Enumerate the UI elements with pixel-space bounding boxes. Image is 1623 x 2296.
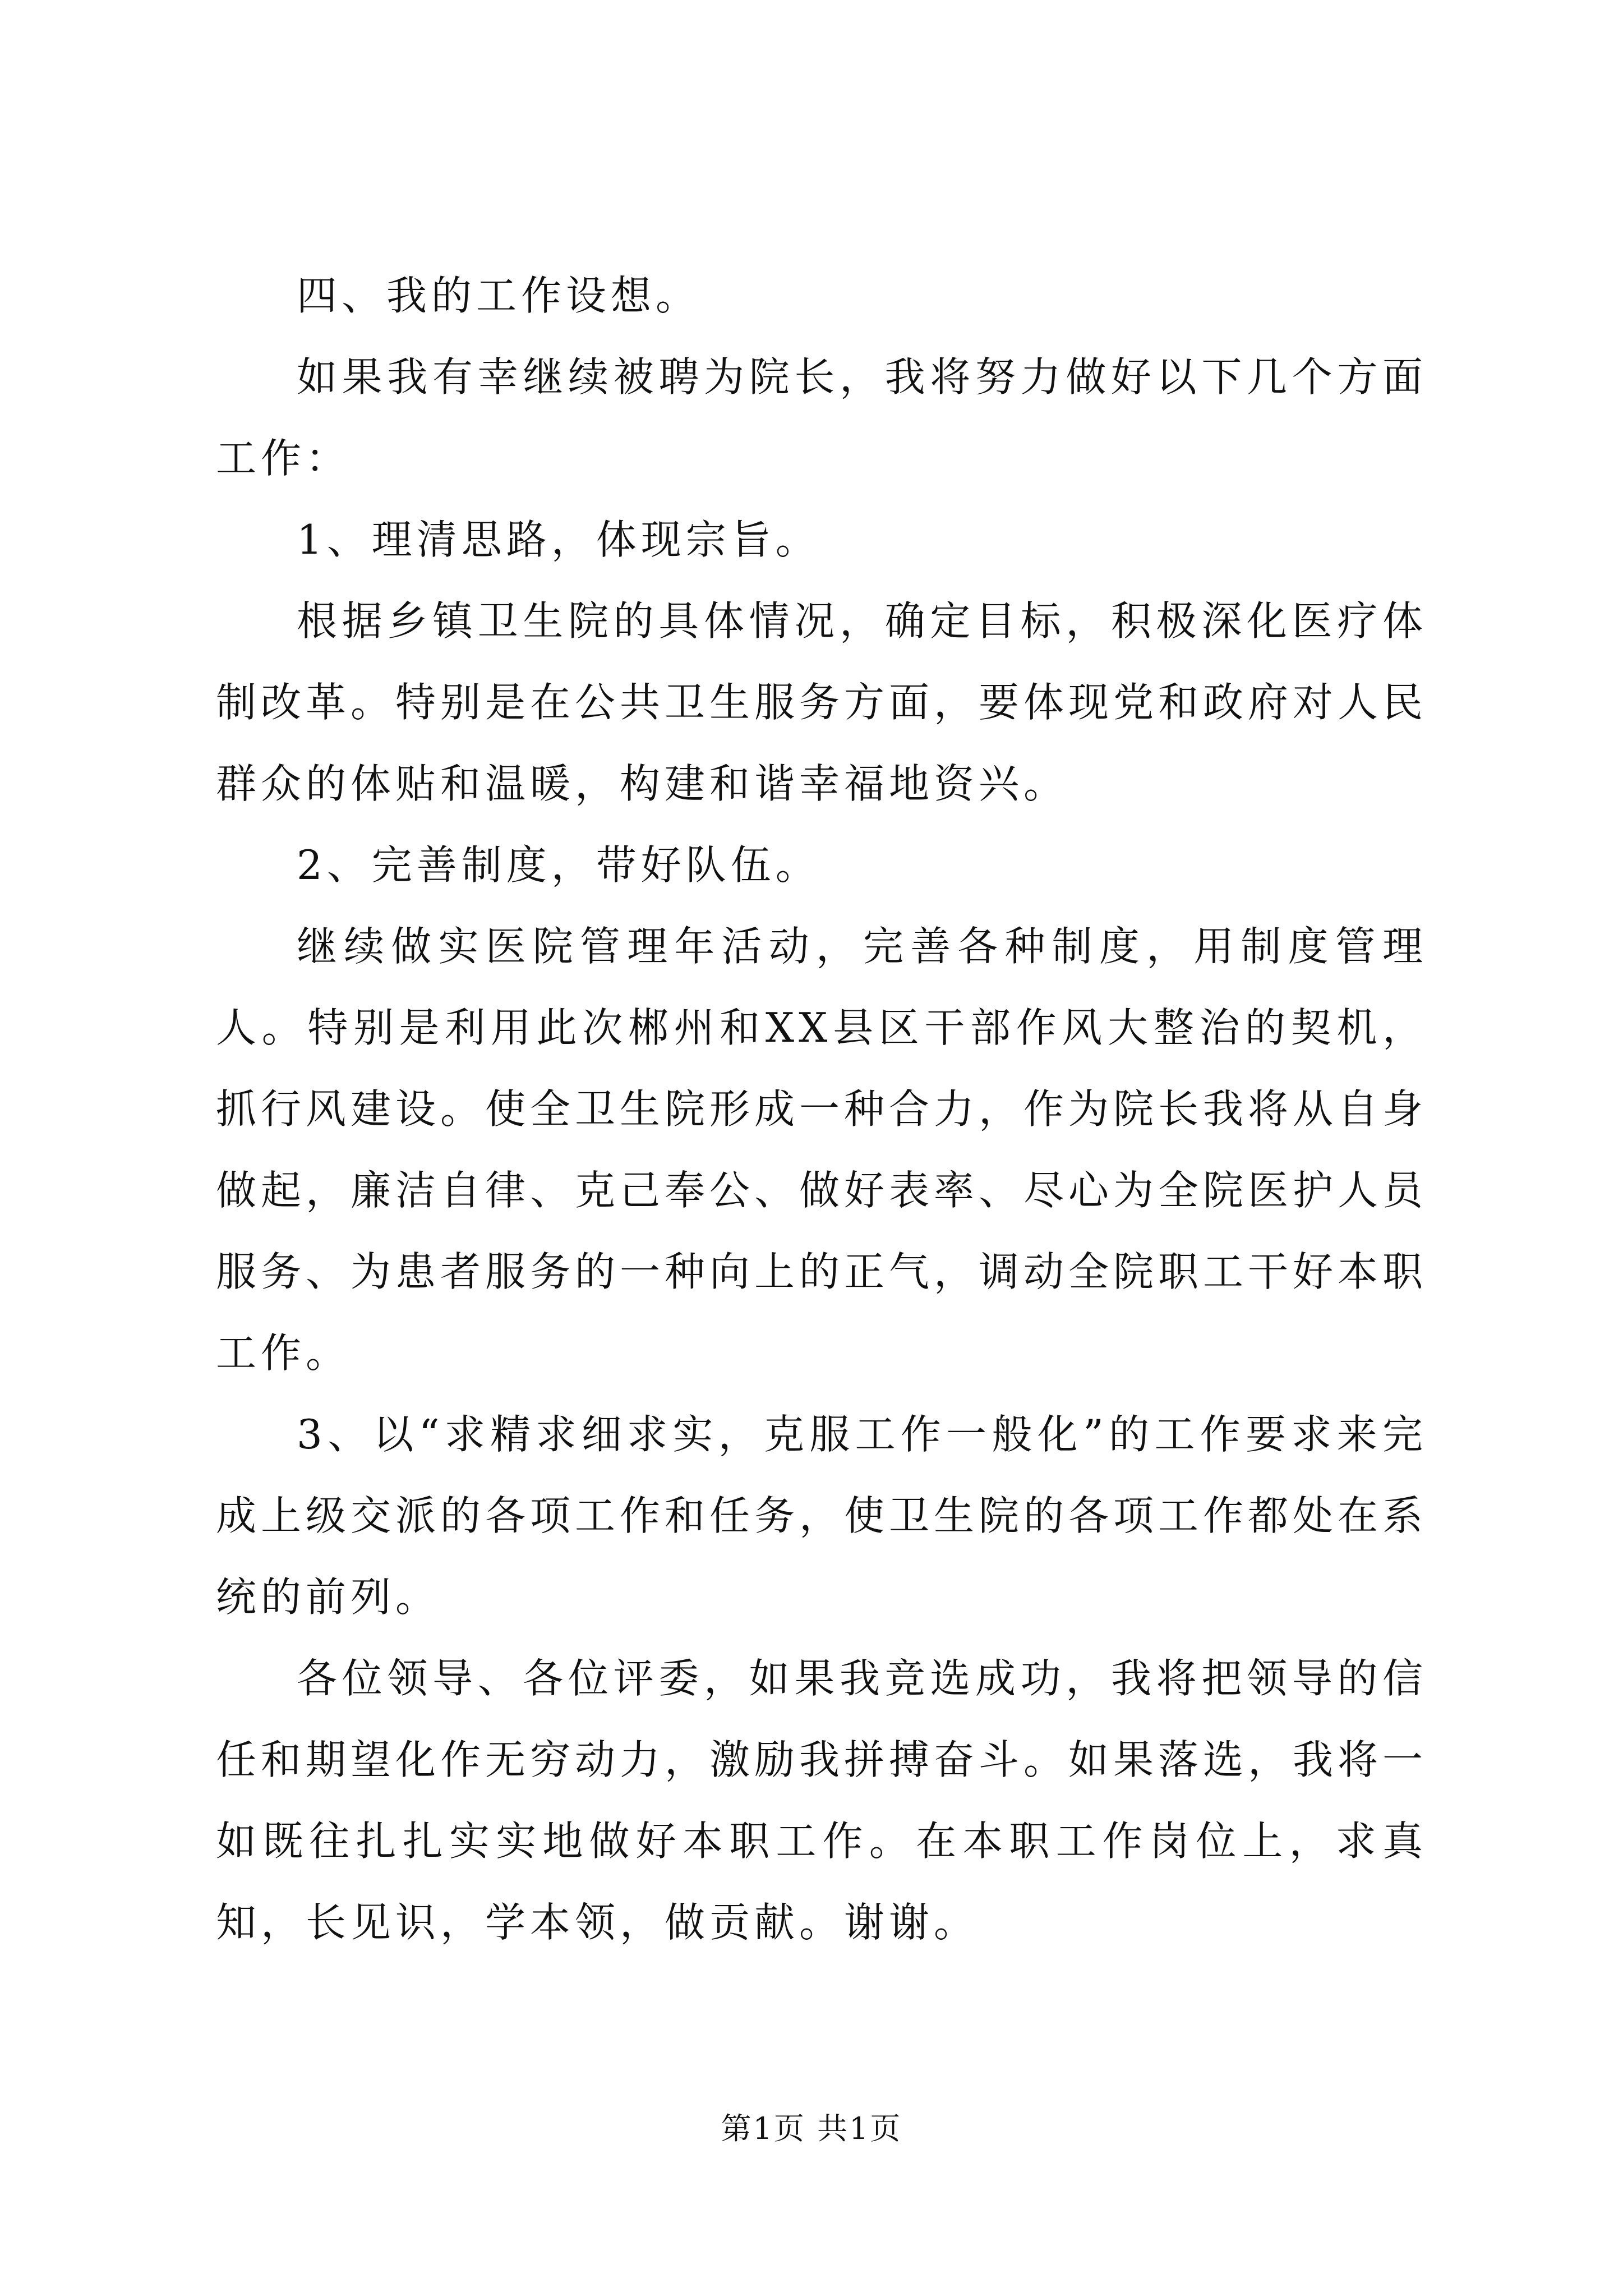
item-paragraph-3: 3、以“求精求细求实，克服工作一般化”的工作要求来完成上级交派的各项工作和任务，使卫生院的各项工作都处在系统的前列。 <box>216 1411 1428 1621</box>
section-heading: 四、我的工作设想。 <box>297 272 701 319</box>
closing-paragraph: 各位领导、各位评委，如果我竞选成功，我将把领导的信任和期望化作无穷动力，激励我拼搏奋斗。如果落选，我将一如既往扎扎实实地做好本职工作。在本职工作岗位上，求真知，长见识，学本领，做贡献。谢谢。 <box>216 1655 1428 1946</box>
item-heading-2: 2、完善制度，带好队伍。 <box>297 841 820 889</box>
page-number-footer: 第1页 共1页 <box>721 2111 902 2146</box>
item-paragraph-1: 根据乡镇卫生院的具体情况，确定目标，积极深化医疗体制改革。特别是在公共卫生服务方面，要体现党和政府对人民群众的体贴和温暖，构建和谐幸福地资兴。 <box>216 597 1428 807</box>
item-heading-1: 1、理清思路，体现宗旨。 <box>297 516 820 563</box>
intro-paragraph: 如果我有幸继续被聘为院长，我将努力做好以下几个方面工作： <box>216 353 1427 482</box>
item-paragraph-2: 继续做实医院管理年活动，完善各种制度，用制度管理人。特别是利用此次郴州和XX县区干部作风大整治的契机，抓行风建设。使全卫生院形成一种合力，作为院长我将从自身做起，廉洁自律、克己奉公、做好表率、尽心为全院医护人员服务、为患者服务的一种向上的正气，调动全院职工干好本职工作。 <box>216 923 1428 1377</box>
document-body <box>216 255 1427 1963</box>
